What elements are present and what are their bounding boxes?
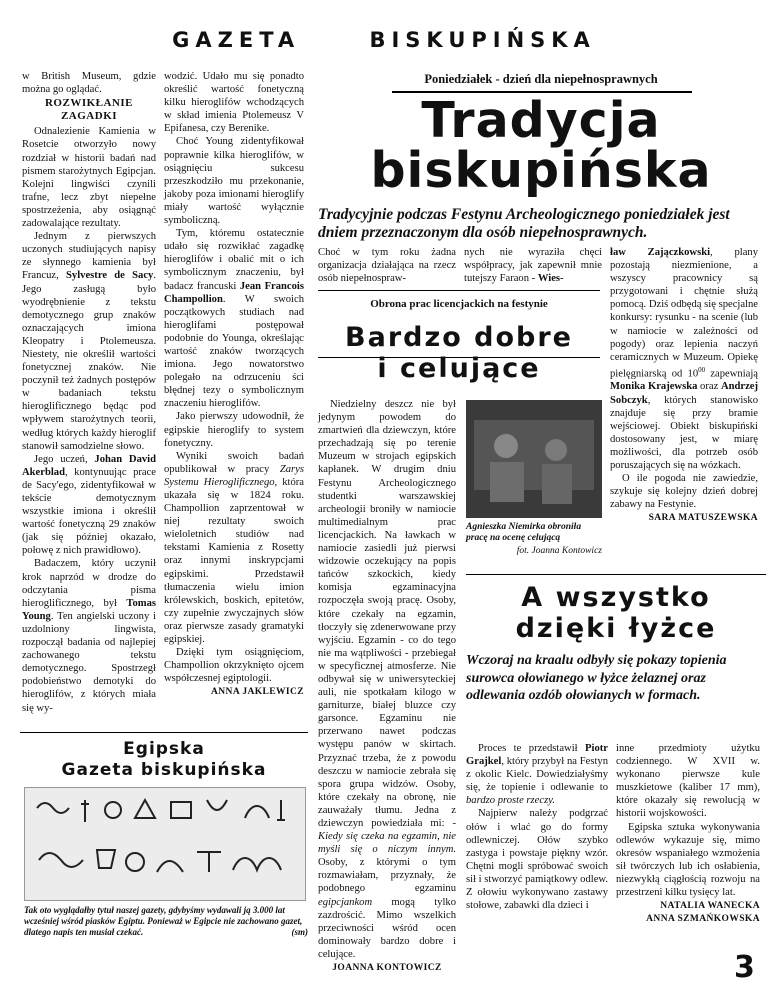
headline-line: biskupińska (370, 142, 712, 199)
egyptian-box-caption (24, 905, 308, 938)
col1-paragraph (22, 230, 156, 453)
text: , która ukazała się w 1824 roku. Champollion zaprzentował w niej rezultaty swoich wieloletnich studiów nad tekstami Kamienia z Rosetty oraz innymi inskrypcjami egipskimi. Przedstawił tłumaczenia wielu imion królewskich, boskich, epitetów, czy zupełnie zwyczajnych słów oraz pierwsze zasady gramatyki egipskiej. (164, 476, 304, 646)
headline-line: dzięki łyżce (515, 613, 717, 644)
col1-paragraph: w British Museum, gdzie można go oglądać. (22, 71, 156, 96)
defense-article-text (318, 398, 456, 975)
section-heading (22, 97, 156, 123)
page-number: 3 (734, 950, 755, 985)
author-signature (616, 900, 760, 926)
quote: Kiedy się czeka na egzamin, nie myśli się o niczym innym. (318, 831, 456, 856)
person-name: Tomas Young (22, 597, 156, 622)
person-name: Jean Francois Champollion (164, 280, 304, 305)
photo-caption: Agnieszka Niemirka obroniła pracę na ocenę celującą (466, 522, 582, 543)
main-kicker: Poniedziałek - dzień dla niepełnosprawnych (424, 72, 658, 86)
signature-line: ANNA SZMAŃKOWSKA (646, 914, 760, 925)
photo-image (466, 400, 602, 518)
defense-kicker: Obrona prac licencjackich na festynie (370, 298, 548, 310)
masthead (0, 28, 768, 52)
emphasis: bardzo proste rzeczy. (466, 795, 555, 807)
person-name: Piotr Grajkel (466, 743, 608, 768)
text: , plany pozostają niezmienione, a wszyscy pracownicy są przygotowani i chętnie służą pomocą. Dziś odbędą się specjalne konkursy: rysunku - na scenie (lub w namiocie w zależności od pogody) oraz lepienia naczyń ceramicznych w Muzeum. Opiekę pielęgniarską od 10 (610, 247, 758, 380)
defense-photo (466, 400, 602, 518)
person-name: Johan David Akerblad (22, 453, 156, 478)
masthead-right: BISKUPIŃSKA (369, 28, 596, 52)
headline-line: Bardzo dobre (345, 322, 573, 353)
text: mogą tylko zazdrościć. Mimo wszelkich przeciwności wśród ocen dominowały bardzo dobre i celujące. (318, 896, 456, 960)
spoon-paragraph: inne przedmioty użytku codziennego. W XVII w. wykonano pierwsze kule muszkietowe (kaliber 17 mm), które okazały się rewolucją w historii wojskowości. (616, 743, 760, 820)
col2-paragraph: Choć Young zidentyfikował poprawnie kilka hieroglifów, w osiągnięciu sukcesu przeszkodziło mu przekonanie, jakoby poza imionami hieroglify miały wartość wyłącznie symboliczną. (164, 136, 304, 227)
text: Tym, któremu ostatecznie udało się rozwikłać zagadkę hieroglifów i obalić mit o ich symbolicznym znaczeniu, był badacz francuski (164, 228, 304, 292)
text: . W swoich początkowych studiach nad hieroglifami postępował podobnie do Younga, określając wartość znaków tworzących imiona. Jego nowatorstwo polegało na odrzuceniu ści błędnej tezy o symbolicznym znaczeniu hieroglifów. (164, 293, 304, 410)
text: , który przybył na Festyn z okolic Kielc. Dowiedziałyśmy się, że topienie i odlewanie to (466, 756, 608, 794)
text: Niedzielny deszcz nie był jedynym powodem do zmartwień dla dziewczyn, które przechadzają się po terenie Muzeum w strojach egipskich kapłanek. W drugim dniu Festynu Archeologicznego studentki warszawskiej archeologii broniły w namiocie multimedialnym prac licencjackich. Na ławkach w namiocie zasiedli już pierwsi widzowie oczekujący na popis tańców szkockich, kiedy komisja egzaminacyjna rozpoczęła swoją pracę. Osoby, które czekały na egzamin, tłoczyły się zdenerwowane przy wyjściu. Egzamin - co do tego nie ma wątpliwości - przebiegał w specyficznej atmosferze. Nie odbywał się w uniwersyteckiej auli, nie spotkałam kilogo w garniturze, białej bluzce czy garsonce. Egzaminu nie przerwano nawet podczas występu panów w skirtach. Przyznać trzeba, że z powodu deszczu w namiocie zebrała się spora grupa widzów. Osoby, które czekały na obronę, nie zauważały tłumu. Jedna z dziewczyn powiedziała mi: - (318, 399, 456, 829)
egyptian-gazette-box (20, 732, 308, 943)
text: Jednym z pierwszych uczonych studiujących napisy ze słynnego kamienia był Francuz, (22, 231, 156, 282)
col2-paragraph: Jako pierwszy udowodnił, że egipskie hieroglify to system fonetyczny. (164, 411, 304, 449)
author-signature: ANNA JAKLEWICZ (211, 687, 304, 698)
heading-line: ZAGADKI (60, 110, 118, 123)
headline-line: A wszystko (521, 582, 711, 613)
main-headline (318, 92, 764, 199)
headline-line: Tradycja (421, 92, 661, 149)
text: , których stanowisko znajduje się przy bramie wejściowej. Obiekt biskupiński dostosowany jest, w miarę możliwości, dla potrzeb osób poruszających się na wózkach. (610, 394, 758, 472)
text: Proces te przedstawił (478, 743, 586, 754)
author-signature: JOANNA KONTOWICZ (332, 963, 442, 974)
col2-paragraph: wodzić. Udało mu się ponadto określić wartość fonetyczną kilku hieroglifów wchodzących w skład imienia Ptolemeusz V Epifanesa, czy Berenike. (164, 71, 304, 135)
column-2 (164, 70, 304, 700)
text: . Jego zasługą było wyodrębnienie z tekstu demotycznego grup znaków oznaczających imiona Kleopatry i Ptolemeusza. Niestety, nie określił wartości fonetycznej znaków. Nie poczynił też żadnych postępów w badaniach tekstu hieroglificznego będąc pod wpływem starożytnych teorii, według których każdy hieroglif stanowił samodzielne słowo. (22, 270, 156, 452)
text: Osoby, z którymi o tym rozmawiałam, przyznały, że podobnego egzaminu (318, 857, 456, 895)
spoon-top-rule (466, 574, 766, 575)
photo-credit: fot. Joanna Kontowicz (516, 546, 602, 556)
column-1 (22, 70, 156, 715)
spoon-paragraph: Egipska sztuka wykonywania odlewów wykazuje się, mimo okresów wspaniałego wzmożenia sił twórczych lub ich osłabienia, niezwykłą ciągłością rozwoju na przestrzeni kilku tysięcy lat. (616, 821, 760, 899)
main-article-col2 (464, 246, 602, 285)
hieroglyphs-drawing (25, 788, 305, 900)
main-paragraph (610, 246, 758, 472)
col1-paragraph (22, 453, 156, 558)
person-name: ław Zajączkowski (610, 247, 711, 258)
main-paragraph: O ile pogoda nie zawiedzie, szykuje się kolejny dzień dobrej zabawy na Festynie. (610, 473, 758, 511)
text: Jego uczeń, (34, 453, 95, 465)
caption-text: Tak oto wyglądałby tytuł naszej gazety, gdybyśmy wydawali ją 3.000 lat wcześniej wśród piasków Egiptu. Ponieważ w Egipcie nie zachowano gazet, dlatego napis ten musiał czekać. (24, 905, 303, 937)
text: zapewniają (705, 368, 758, 380)
text: oraz (697, 381, 721, 393)
main-paragraph (464, 246, 602, 285)
col1-paragraph: Odnalezienie Kamienia w Rosetcie otworzyło nowy rozdział w historii badań nad pismem starożytnych Egipcjan. Kolejni lingwiści czynili trafne, lecz zbyt niepełne spostrzeżenia, aby osiągnąć zadowalające rezultaty. (22, 126, 156, 230)
title-line: Egipska (123, 739, 205, 759)
person-name: Wies- (537, 273, 564, 285)
egyptian-box-title (20, 739, 308, 781)
author-signature: SARA MATUSZEWSKA (648, 513, 758, 524)
col2-paragraph (164, 450, 304, 646)
text: nych nie wyraziła chęci współpracy, jak zapewnił mnie tutejszy Faraon - (464, 247, 602, 285)
defense-headline (318, 322, 600, 384)
spoon-paragraph: Najpierw należy podgrzać ołów i wlać go do formy odlewniczej. Ołów szybko zastyga i powstaje piękny wzór. Chętni mogli spróbować swoich sił i stworzyć pamiątkowy odlew. Z ołowiu wykonywano zastawy stołowe, zabawki dla dzieci i (466, 808, 609, 912)
spoon-paragraph (466, 742, 608, 807)
text: . Ten angielski uczony i uzdolniony lingwista, rozpoczął badania od najlepiej zachowanego tekstu demotycznego. Spostrzegł podobieństwo demotyki do hieroglifów, z których miała się wy- (22, 610, 156, 714)
heading-line: ROZWIKŁANIE (44, 97, 134, 110)
main-lead: Tradycyjnie podczas Festynu Archeologicznego poniedziałek jest dniem przeznaczonym dla osób niepełnosprawnych. (318, 206, 730, 241)
spoon-headline (466, 582, 766, 644)
title-line: Gazeta biskupińska (61, 760, 267, 780)
spoon-col2 (616, 742, 760, 926)
text: , kontynuując prace de Sacy'ego, zidentyfikował w tekście demotycznym wszystkie imiona i określił wartość fonetyczną 29 znaków (jak się później okazało, połowę z nich prawidłowo). (22, 466, 156, 557)
main-article-col3 (610, 246, 758, 526)
main-paragraph: Choć w tym roku żadna organizacja działająca na rzecz osób niepełnospraw- (318, 247, 456, 285)
book-title: Zarys Systemu Hieroglificznego (164, 463, 304, 488)
col1-paragraph (22, 557, 156, 714)
superscript: 00 (698, 365, 706, 374)
person-name: Monika Krajewska (610, 381, 698, 393)
masthead-left: GAZETA (172, 28, 301, 52)
person-name: Sylvestre de Sacy (66, 270, 154, 282)
hieroglyph-title-image (24, 787, 306, 901)
caption-tag: (sm) (291, 927, 308, 937)
text: Badaczem, który uczynił krok naprzód w drodze do odczytania pisma hieroglificznego, był (22, 558, 156, 609)
spoon-lead: Wczoraj na kraalu odbyły się pokazy topienia surowca ołowianego w łyżce żelaznej oraz odlewania ozdób ołowianych w formach. (466, 653, 727, 703)
emphasis: egipcjankom (318, 896, 373, 908)
text: Wyniki swoich badań opublikował w pracy (164, 450, 304, 475)
headline-line: i celujące (377, 353, 541, 384)
main-article-col1 (318, 246, 456, 285)
col2-paragraph (164, 227, 304, 410)
person-name: Andrzej Sobczyk (610, 381, 759, 406)
col2-paragraph: Dzięki tym osiągnięciom, Champollion okrzyknięto ojcem współczesnej egiptologii. (164, 647, 304, 685)
signature-line: NATALIA WANECKA (660, 901, 760, 912)
defense-paragraph (318, 398, 456, 961)
spoon-col1 (466, 742, 608, 912)
